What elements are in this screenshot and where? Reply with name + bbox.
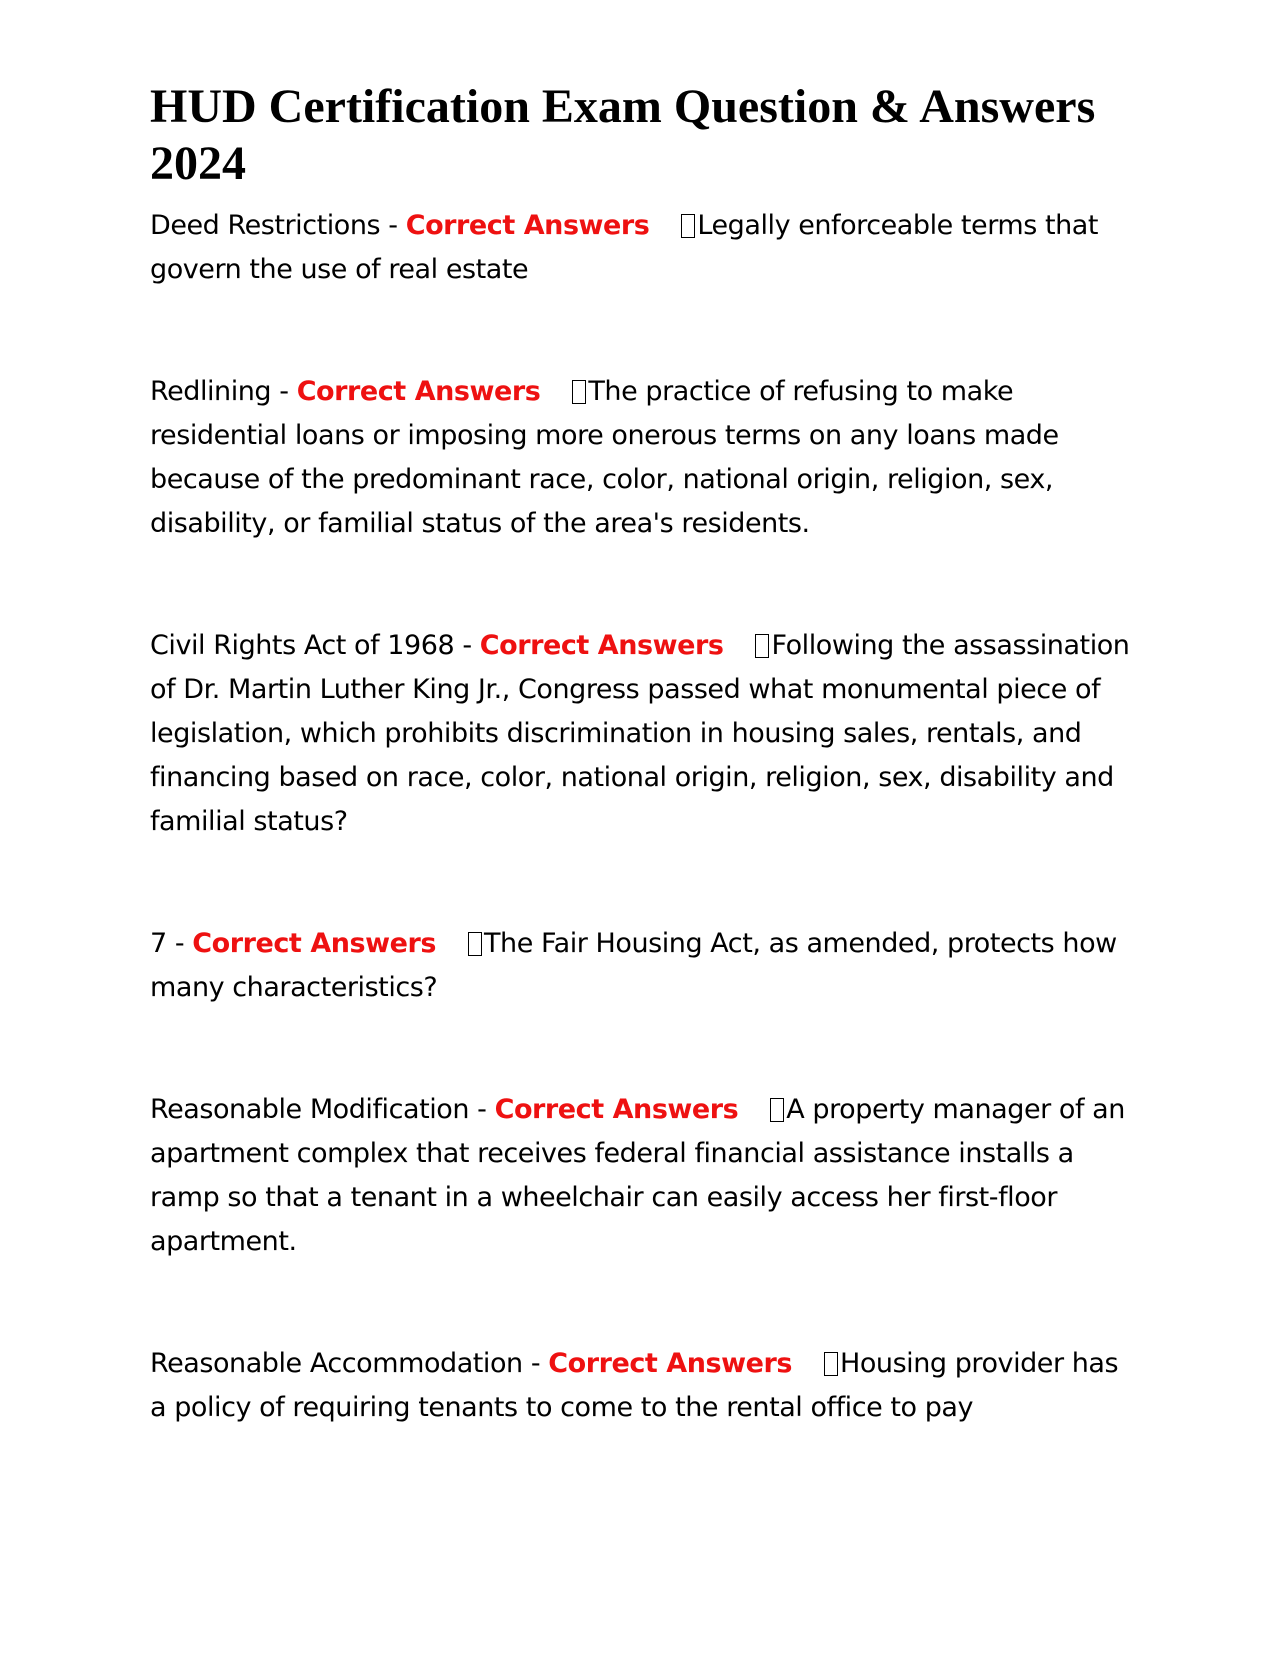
document-content (150, 78, 1140, 1430)
entry-answer: The Fair Housing Act, as amended, protects how many characteristics? (150, 928, 1117, 1003)
missing-glyph-box-icon (824, 1352, 838, 1376)
correct-answers-label: Correct Answers (296, 376, 541, 407)
correct-answers-label: Correct Answers (548, 1348, 792, 1379)
missing-glyph-box-icon (681, 214, 695, 238)
page-title: HUD Certification Exam Question & Answers 2024 (150, 80, 1096, 190)
entry-separator: - (522, 1348, 549, 1379)
qa-entry (150, 1088, 1140, 1264)
missing-glyph-box-icon (755, 634, 769, 658)
entry-answer: The practice of refusing to make residential loans or imposing more onerous terms on any loans made because of the predominant race, color, national origin, religion, sex, disability, or familial status of the area's residents. (150, 376, 1059, 539)
entry-term: Civil Rights Act of 1968 (150, 630, 455, 661)
entry-term: 7 (150, 928, 167, 959)
entry-answer: Following the assassination of Dr. Martin Luther King Jr., Congress passed what monumental piece of legislation, which prohibits discrimination in housing sales, rentals, and financing based on race, color, national origin, religion, sex, disability and familial status? (150, 630, 1130, 837)
qa-entry (150, 204, 1140, 292)
entry-term: Redlining (150, 376, 272, 407)
entry-separator: - (454, 630, 480, 661)
correct-answers-label: Correct Answers (479, 630, 724, 661)
entry-term: Deed Restrictions (150, 210, 381, 241)
entry-term: Reasonable Accommodation (150, 1348, 523, 1379)
entry-separator: - (380, 210, 406, 241)
correct-answers-label: Correct Answers (405, 210, 650, 241)
missing-glyph-box-icon (770, 1098, 784, 1122)
missing-glyph-box-icon (468, 932, 482, 956)
entry-answer: Legally enforceable terms that govern the use of real estate (150, 210, 1099, 285)
qa-entry (150, 624, 1140, 844)
entry-separator: - (166, 928, 193, 959)
entry-separator: - (271, 376, 297, 407)
missing-glyph-box-icon (572, 380, 586, 404)
qa-entry (150, 1342, 1140, 1430)
entry-answer: A property manager of an apartment complex that receives federal financial assistance installs a ramp so that a tenant in a wheelchair can easily access her first-floor apartment. (150, 1094, 1125, 1257)
entry-separator: - (469, 1094, 495, 1125)
qa-entry (150, 370, 1140, 546)
entry-term: Reasonable Modification (150, 1094, 470, 1125)
entry-answer: Housing provider has a policy of requiring tenants to come to the rental office to pay (150, 1348, 1119, 1423)
correct-answers-label: Correct Answers (494, 1094, 739, 1125)
qa-entry (150, 922, 1140, 1010)
correct-answers-label: Correct Answers (192, 928, 436, 959)
